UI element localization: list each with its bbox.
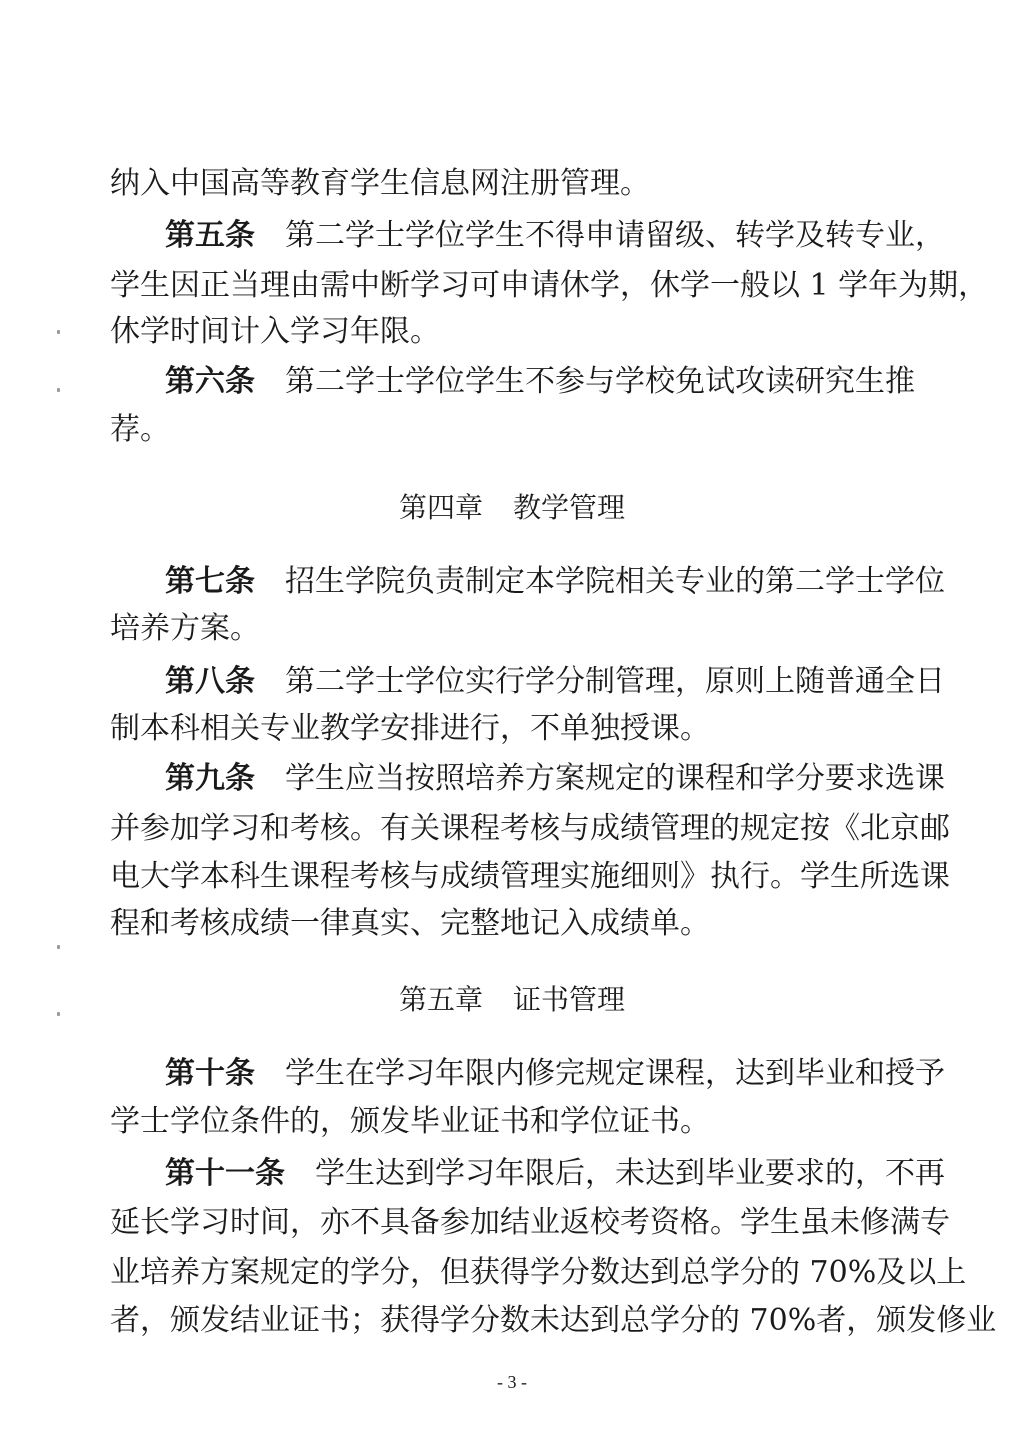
article-11-line [110,1150,945,1198]
scan-speck [57,1012,60,1016]
text-line: 延长学习时间，亦不具备参加结业返校考资格。学生虽未修满专 [110,1205,950,1240]
text-line: 程和考核成绩一律真实、完整地记入成绩单。 [110,906,710,941]
text-line: 业培养方案规定的学分，但获得学分数达到总学分的 70%及以上 [110,1255,967,1290]
article-6-line [110,358,915,406]
text-line: 休学时间计入学习年限。 [110,314,440,349]
article-7-line [110,558,945,606]
article-10-line [110,1050,945,1098]
text-line: 培养方案。 [110,611,260,646]
text-line: 荐。 [110,412,170,447]
article-6-title: 第六条 [165,364,255,399]
article-7-text: 招生学院负责制定本学院相关专业的第二学士学位 [285,564,945,599]
article-9-line [110,755,945,803]
article-8-title: 第八条 [165,664,255,699]
article-9-title: 第九条 [165,761,255,796]
article-5-text: 第二学士学位学生不得申请留级、转学及转专业， [285,218,945,253]
article-7-title: 第七条 [165,564,255,599]
article-8-text: 第二学士学位实行学分制管理，原则上随普通全日 [285,664,945,699]
text-line: 并参加学习和考核。有关课程考核与成绩管理的规定按《北京邮 [110,811,950,846]
text-line: 电大学本科生课程考核与成绩管理实施细则》执行。学生所选课 [110,859,950,894]
page-number: - 3 - [497,1372,527,1392]
chapter-5-heading: 第五章 证书管理 [398,983,626,1016]
chapter-4-heading: 第四章 教学管理 [398,491,626,524]
text-line: 纳入中国高等教育学生信息网注册管理。 [110,166,650,201]
scan-speck [57,945,60,949]
text-line: 者，颁发结业证书；获得学分数未达到总学分的 70%者，颁发修业 [110,1303,997,1338]
article-10-text: 学生在学习年限内修完规定课程，达到毕业和授予 [285,1056,945,1091]
article-8-line [110,658,945,706]
scan-speck [57,330,60,334]
scan-speck [57,388,60,392]
article-5-title: 第五条 [165,218,255,253]
article-10-title: 第十条 [165,1056,255,1091]
article-11-text: 学生达到学习年限后，未达到毕业要求的，不再 [315,1156,945,1191]
text-line: 学生因正当理由需中断学习可申请休学，休学一般以 1 学年为期， [110,268,989,303]
article-5-line [110,212,945,260]
article-9-text: 学生应当按照培养方案规定的课程和学分要求选课 [285,761,945,796]
text-line: 制本科相关专业教学安排进行，不单独授课。 [110,711,710,746]
article-11-title: 第十一条 [165,1156,285,1191]
article-6-text: 第二学士学位学生不参与学校免试攻读研究生推 [285,364,915,399]
text-line: 学士学位条件的，颁发毕业证书和学位证书。 [110,1104,710,1139]
